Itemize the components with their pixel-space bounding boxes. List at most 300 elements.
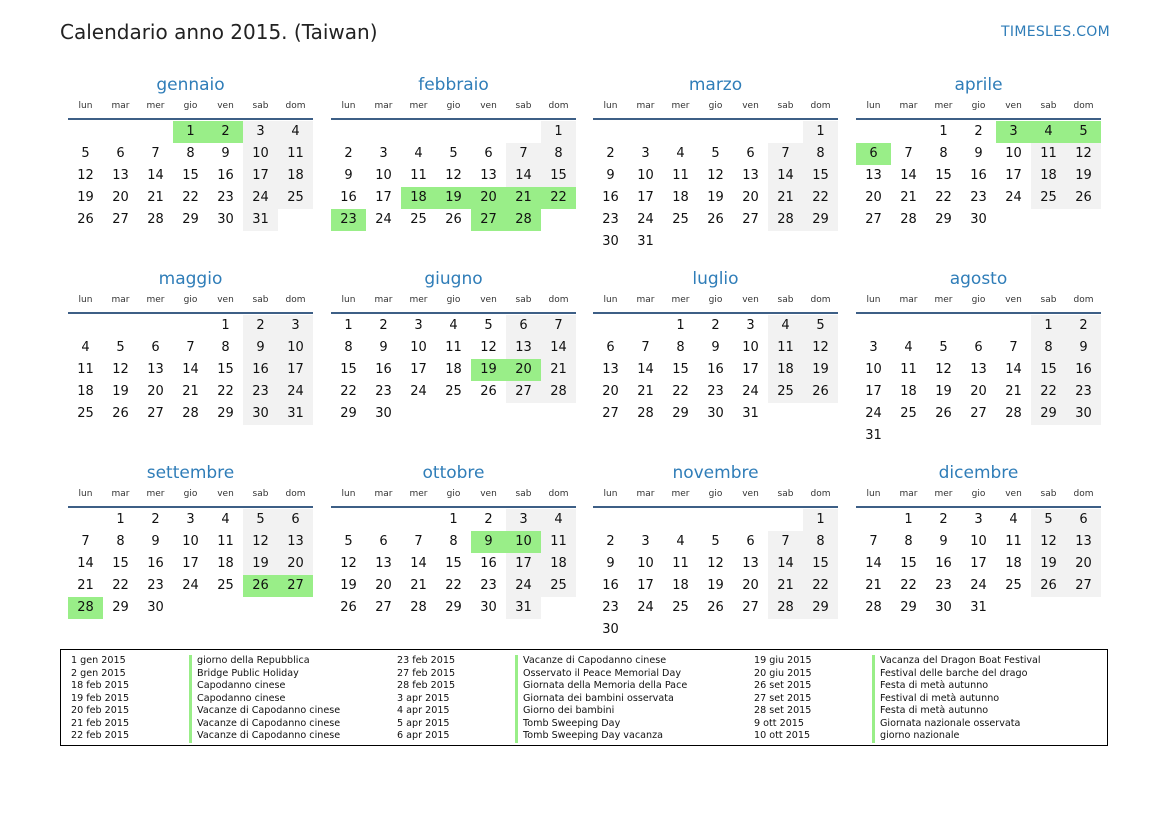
weekday-header bbox=[68, 292, 313, 314]
holiday-day-cell: 18 bbox=[401, 187, 436, 209]
day-cell: 19 bbox=[243, 553, 278, 575]
day-cell: 11 bbox=[900, 362, 917, 377]
day-cell: 25 bbox=[77, 406, 94, 421]
legend-column bbox=[754, 655, 1041, 743]
weekday-label: sab bbox=[515, 101, 532, 111]
days-grid bbox=[68, 314, 313, 425]
holiday-day-cell: 21 bbox=[506, 187, 541, 209]
legend-date: 23 feb 2015 bbox=[397, 655, 456, 666]
day-cell: 26 bbox=[445, 212, 462, 227]
day-cell: 13 bbox=[742, 168, 759, 183]
day-cell: 13 bbox=[742, 556, 759, 571]
holiday-day-cell: 23 bbox=[331, 209, 366, 231]
day-cell: 17 bbox=[637, 190, 654, 205]
legend-holiday-name: Festa di metà autunno bbox=[872, 705, 988, 718]
legend-row bbox=[397, 668, 687, 681]
legend-holiday-name: Bridge Public Holiday bbox=[189, 668, 299, 681]
legend-row bbox=[397, 693, 687, 706]
day-cell: 30 bbox=[935, 600, 952, 615]
day-cell: 8 bbox=[449, 534, 458, 549]
weekday-label: sab bbox=[515, 295, 532, 305]
day-cell: 6 bbox=[606, 340, 615, 355]
day-cell: 7 bbox=[541, 315, 576, 337]
day-cell: 11 bbox=[410, 168, 427, 183]
day-cell: 10 bbox=[278, 337, 313, 359]
day-cell: 3 bbox=[746, 318, 755, 333]
day-cell: 10 bbox=[410, 340, 427, 355]
legend-row bbox=[754, 730, 1041, 743]
empty-cell bbox=[663, 509, 698, 531]
day-cell: 13 bbox=[375, 556, 392, 571]
legend-date: 18 feb 2015 bbox=[71, 680, 130, 691]
day-cell: 9 bbox=[1066, 337, 1101, 359]
day-cell: 31 bbox=[637, 234, 654, 249]
legend-holiday-name: Vacanza del Dragon Boat Festival bbox=[872, 655, 1041, 668]
day-cell: 4 bbox=[676, 146, 685, 161]
day-cell: 6 bbox=[974, 340, 983, 355]
day-cell: 12 bbox=[803, 337, 838, 359]
day-cell: 5 bbox=[81, 146, 90, 161]
day-cell: 20 bbox=[602, 384, 619, 399]
day-cell: 6 bbox=[151, 340, 160, 355]
legend-date: 10 ott 2015 bbox=[754, 730, 811, 741]
day-cell: 30 bbox=[602, 234, 619, 249]
weekday-label: mar bbox=[636, 489, 655, 499]
empty-cell bbox=[138, 121, 173, 143]
day-cell: 3 bbox=[278, 315, 313, 337]
day-cell: 17 bbox=[410, 362, 427, 377]
day-cell: 29 bbox=[182, 212, 199, 227]
empty-cell bbox=[856, 509, 891, 531]
legend-row bbox=[754, 705, 1041, 718]
day-cell: 23 bbox=[970, 190, 987, 205]
legend-holiday-name: Festival delle barche del drago bbox=[872, 668, 1027, 681]
weekday-label: sab bbox=[252, 295, 269, 305]
legend-date: 27 set 2015 bbox=[754, 692, 812, 704]
legend-holiday-name: Giorno dei bambini bbox=[515, 705, 614, 718]
month-name: luglio bbox=[692, 269, 739, 289]
day-cell: 14 bbox=[768, 553, 803, 575]
month-name: settembre bbox=[146, 463, 235, 483]
day-cell: 1 bbox=[904, 512, 913, 527]
month-ottobre bbox=[331, 462, 576, 619]
day-cell: 24 bbox=[970, 578, 987, 593]
site-link[interactable]: TIMESLES.COM bbox=[1001, 24, 1110, 40]
holiday-day-cell: 2 bbox=[208, 121, 243, 143]
day-cell: 9 bbox=[606, 556, 615, 571]
legend-date: 5 apr 2015 bbox=[397, 717, 450, 729]
day-cell: 15 bbox=[112, 556, 129, 571]
day-cell: 2 bbox=[606, 534, 615, 549]
day-cell: 2 bbox=[1066, 315, 1101, 337]
legend-date: 6 apr 2015 bbox=[397, 730, 450, 741]
day-cell: 16 bbox=[340, 190, 357, 205]
weekday-label: mar bbox=[374, 295, 393, 305]
day-cell: 11 bbox=[768, 337, 803, 359]
day-cell: 26 bbox=[340, 600, 357, 615]
day-cell: 27 bbox=[112, 212, 129, 227]
weekday-label: ven bbox=[480, 489, 497, 499]
weekday-label: dom bbox=[810, 489, 831, 499]
day-cell: 24 bbox=[742, 384, 759, 399]
day-cell: 25 bbox=[900, 406, 917, 421]
weekday-label: mer bbox=[934, 101, 953, 111]
day-cell: 15 bbox=[935, 168, 952, 183]
month-agosto bbox=[856, 268, 1101, 447]
day-cell: 21 bbox=[541, 359, 576, 381]
day-cell: 19 bbox=[1031, 553, 1066, 575]
holiday-legend bbox=[60, 649, 1108, 746]
days-grid bbox=[331, 508, 576, 619]
day-cell: 27 bbox=[602, 406, 619, 421]
empty-cell bbox=[698, 121, 733, 143]
weekday-label: sab bbox=[1040, 489, 1057, 499]
legend-row bbox=[71, 668, 340, 681]
empty-cell bbox=[506, 121, 541, 143]
weekday-header bbox=[331, 98, 576, 120]
weekday-label: dom bbox=[548, 295, 569, 305]
legend-date: 19 feb 2015 bbox=[71, 692, 130, 704]
day-cell: 2 bbox=[711, 318, 720, 333]
day-cell: 21 bbox=[768, 575, 803, 597]
day-cell: 21 bbox=[865, 578, 882, 593]
day-cell: 25 bbox=[278, 187, 313, 209]
day-cell: 5 bbox=[1031, 509, 1066, 531]
legend-date: 2 gen 2015 bbox=[71, 667, 126, 679]
month-name: aprile bbox=[954, 75, 1003, 95]
day-cell: 27 bbox=[742, 212, 759, 227]
day-cell: 4 bbox=[676, 534, 685, 549]
weekday-label: gio bbox=[971, 295, 986, 305]
day-cell: 20 bbox=[742, 190, 759, 205]
legend-holiday-name: Tomb Sweeping Day vacanza bbox=[515, 730, 663, 743]
day-cell: 8 bbox=[803, 531, 838, 553]
day-cell: 21 bbox=[900, 190, 917, 205]
day-cell: 6 bbox=[484, 146, 493, 161]
weekday-label: mar bbox=[899, 295, 918, 305]
day-cell: 18 bbox=[672, 578, 689, 593]
day-cell: 22 bbox=[803, 575, 838, 597]
empty-cell bbox=[628, 315, 663, 337]
weekday-label: ven bbox=[480, 295, 497, 305]
day-cell: 4 bbox=[1009, 512, 1018, 527]
day-cell: 12 bbox=[243, 531, 278, 553]
day-cell: 31 bbox=[278, 403, 313, 425]
day-cell: 10 bbox=[742, 340, 759, 355]
day-cell: 29 bbox=[112, 600, 129, 615]
empty-cell bbox=[471, 121, 506, 143]
day-cell: 15 bbox=[672, 362, 689, 377]
day-cell: 15 bbox=[1031, 359, 1066, 381]
day-cell: 9 bbox=[379, 340, 388, 355]
day-cell: 12 bbox=[1066, 143, 1101, 165]
days-grid bbox=[856, 508, 1101, 619]
day-cell: 15 bbox=[541, 165, 576, 187]
weekday-label: sab bbox=[252, 101, 269, 111]
weekday-label: ven bbox=[1005, 489, 1022, 499]
legend-date: 22 feb 2015 bbox=[71, 730, 130, 741]
legend-holiday-name: Osservato il Peace Memorial Day bbox=[515, 668, 681, 681]
legend-holiday-name: Vacanze di Capodanno cinese bbox=[189, 730, 340, 743]
empty-cell bbox=[996, 315, 1031, 337]
month-name: maggio bbox=[158, 269, 223, 289]
month-gennaio bbox=[68, 74, 313, 231]
day-cell: 22 bbox=[672, 384, 689, 399]
weekday-label: dom bbox=[810, 101, 831, 111]
day-cell: 1 bbox=[803, 121, 838, 143]
day-cell: 22 bbox=[182, 190, 199, 205]
day-cell: 18 bbox=[1005, 556, 1022, 571]
weekday-label: mer bbox=[409, 489, 428, 499]
day-cell: 11 bbox=[445, 340, 462, 355]
day-cell: 11 bbox=[1005, 534, 1022, 549]
day-cell: 19 bbox=[707, 190, 724, 205]
day-cell: 14 bbox=[637, 362, 654, 377]
days-grid bbox=[331, 120, 576, 231]
day-cell: 4 bbox=[221, 512, 230, 527]
empty-cell bbox=[733, 509, 768, 531]
day-cell: 17 bbox=[637, 578, 654, 593]
day-cell: 7 bbox=[904, 146, 913, 161]
empty-cell bbox=[856, 121, 891, 143]
weekday-label: gio bbox=[971, 489, 986, 499]
holiday-day-cell: 4 bbox=[1031, 121, 1066, 143]
day-cell: 30 bbox=[243, 403, 278, 425]
weekday-label: sab bbox=[515, 489, 532, 499]
legend-column bbox=[397, 655, 687, 743]
month-settembre bbox=[68, 462, 313, 619]
day-cell: 19 bbox=[935, 384, 952, 399]
day-cell: 5 bbox=[803, 315, 838, 337]
day-cell: 9 bbox=[151, 534, 160, 549]
legend-holiday-name: Giornata della Memoria della Pace bbox=[515, 680, 687, 693]
weekday-label: lun bbox=[603, 295, 618, 305]
empty-cell bbox=[856, 315, 891, 337]
weekday-label: dom bbox=[810, 295, 831, 305]
legend-date: 1 gen 2015 bbox=[71, 655, 126, 666]
legend-holiday-name: Festival di metà autunno bbox=[872, 693, 999, 706]
day-cell: 3 bbox=[641, 146, 650, 161]
holiday-day-cell: 22 bbox=[541, 187, 576, 209]
day-cell: 7 bbox=[506, 143, 541, 165]
legend-row bbox=[397, 705, 687, 718]
weekday-label: dom bbox=[548, 489, 569, 499]
weekday-label: lun bbox=[866, 101, 881, 111]
weekday-label: sab bbox=[777, 295, 794, 305]
empty-cell bbox=[103, 315, 138, 337]
day-cell: 29 bbox=[217, 406, 234, 421]
day-cell: 16 bbox=[707, 362, 724, 377]
legend-holiday-name: Tomb Sweeping Day bbox=[515, 718, 620, 731]
empty-cell bbox=[733, 121, 768, 143]
day-cell: 19 bbox=[803, 359, 838, 381]
weekday-label: mer bbox=[671, 101, 690, 111]
month-aprile bbox=[856, 74, 1101, 231]
weekday-label: mer bbox=[146, 101, 165, 111]
empty-cell bbox=[663, 121, 698, 143]
day-cell: 26 bbox=[112, 406, 129, 421]
day-cell: 30 bbox=[147, 600, 164, 615]
day-cell: 15 bbox=[182, 168, 199, 183]
day-cell: 7 bbox=[81, 534, 90, 549]
day-cell: 3 bbox=[186, 512, 195, 527]
day-cell: 10 bbox=[182, 534, 199, 549]
weekday-label: gio bbox=[183, 295, 198, 305]
day-cell: 1 bbox=[541, 121, 576, 143]
day-cell: 17 bbox=[182, 556, 199, 571]
day-cell: 9 bbox=[974, 146, 983, 161]
holiday-day-cell: 10 bbox=[506, 531, 541, 553]
month-name: febbraio bbox=[418, 75, 489, 95]
month-name: giugno bbox=[424, 269, 483, 289]
day-cell: 2 bbox=[606, 146, 615, 161]
day-cell: 8 bbox=[541, 143, 576, 165]
day-cell: 6 bbox=[379, 534, 388, 549]
day-cell: 24 bbox=[637, 600, 654, 615]
weekday-label: ven bbox=[742, 295, 759, 305]
day-cell: 15 bbox=[445, 556, 462, 571]
legend-row bbox=[71, 680, 340, 693]
day-cell: 20 bbox=[278, 553, 313, 575]
day-cell: 14 bbox=[1005, 362, 1022, 377]
day-cell: 9 bbox=[711, 340, 720, 355]
day-cell: 25 bbox=[1031, 187, 1066, 209]
day-cell: 22 bbox=[803, 187, 838, 209]
day-cell: 14 bbox=[768, 165, 803, 187]
day-cell: 17 bbox=[278, 359, 313, 381]
legend-row bbox=[71, 655, 340, 668]
day-cell: 25 bbox=[541, 575, 576, 597]
day-cell: 16 bbox=[375, 362, 392, 377]
day-cell: 13 bbox=[506, 337, 541, 359]
weekday-label: mar bbox=[374, 101, 393, 111]
day-cell: 1 bbox=[1031, 315, 1066, 337]
day-cell: 4 bbox=[81, 340, 90, 355]
day-cell: 24 bbox=[375, 212, 392, 227]
day-cell: 2 bbox=[151, 512, 160, 527]
empty-cell bbox=[366, 509, 401, 531]
day-cell: 26 bbox=[1031, 575, 1066, 597]
weekday-label: mer bbox=[934, 295, 953, 305]
day-cell: 23 bbox=[602, 600, 619, 615]
weekday-label: dom bbox=[1073, 489, 1094, 499]
day-cell: 9 bbox=[344, 168, 353, 183]
day-cell: 1 bbox=[116, 512, 125, 527]
day-cell: 12 bbox=[935, 362, 952, 377]
day-cell: 19 bbox=[112, 384, 129, 399]
weekday-label: ven bbox=[1005, 101, 1022, 111]
legend-row bbox=[397, 680, 687, 693]
month-maggio bbox=[68, 268, 313, 425]
day-cell: 17 bbox=[243, 165, 278, 187]
weekday-label: ven bbox=[1005, 295, 1022, 305]
day-cell: 5 bbox=[449, 146, 458, 161]
day-cell: 2 bbox=[939, 512, 948, 527]
legend-date: 4 apr 2015 bbox=[397, 705, 450, 716]
day-cell: 9 bbox=[606, 168, 615, 183]
day-cell: 21 bbox=[77, 578, 94, 593]
day-cell: 23 bbox=[480, 578, 497, 593]
day-cell: 5 bbox=[484, 318, 493, 333]
day-cell: 16 bbox=[970, 168, 987, 183]
legend-row bbox=[397, 730, 687, 743]
day-cell: 19 bbox=[77, 190, 94, 205]
day-cell: 5 bbox=[344, 534, 353, 549]
weekday-label: gio bbox=[183, 489, 198, 499]
day-cell: 14 bbox=[410, 556, 427, 571]
weekday-label: lun bbox=[341, 295, 356, 305]
legend-date: 19 giu 2015 bbox=[754, 655, 812, 666]
day-cell: 28 bbox=[637, 406, 654, 421]
weekday-label: ven bbox=[742, 101, 759, 111]
day-cell: 29 bbox=[803, 597, 838, 619]
day-cell: 24 bbox=[1005, 190, 1022, 205]
weekday-header bbox=[68, 98, 313, 120]
weekday-header bbox=[593, 486, 838, 508]
legend-date: 20 feb 2015 bbox=[71, 705, 130, 716]
weekday-label: ven bbox=[217, 101, 234, 111]
legend-date: 28 set 2015 bbox=[754, 705, 812, 716]
day-cell: 24 bbox=[278, 381, 313, 403]
days-grid bbox=[331, 314, 576, 425]
weekday-header bbox=[593, 98, 838, 120]
day-cell: 10 bbox=[637, 168, 654, 183]
day-cell: 7 bbox=[641, 340, 650, 355]
day-cell: 14 bbox=[77, 556, 94, 571]
day-cell: 17 bbox=[742, 362, 759, 377]
day-cell: 15 bbox=[340, 362, 357, 377]
day-cell: 11 bbox=[541, 531, 576, 553]
weekday-header bbox=[68, 486, 313, 508]
day-cell: 24 bbox=[243, 187, 278, 209]
day-cell: 11 bbox=[1031, 143, 1066, 165]
day-cell: 8 bbox=[221, 340, 230, 355]
month-name: agosto bbox=[949, 269, 1008, 289]
day-cell: 14 bbox=[182, 362, 199, 377]
day-cell: 5 bbox=[243, 509, 278, 531]
day-cell: 4 bbox=[904, 340, 913, 355]
weekday-header bbox=[331, 486, 576, 508]
legend-row bbox=[71, 718, 340, 731]
days-grid bbox=[68, 120, 313, 231]
weekday-label: sab bbox=[777, 489, 794, 499]
month-name: marzo bbox=[688, 75, 743, 95]
days-grid bbox=[856, 314, 1101, 447]
day-cell: 25 bbox=[672, 212, 689, 227]
weekday-label: gio bbox=[708, 295, 723, 305]
weekday-label: mar bbox=[111, 101, 130, 111]
day-cell: 18 bbox=[1031, 165, 1066, 187]
days-grid bbox=[593, 508, 838, 641]
day-cell: 13 bbox=[112, 168, 129, 183]
weekday-label: mar bbox=[374, 489, 393, 499]
weekday-label: dom bbox=[548, 101, 569, 111]
day-cell: 22 bbox=[935, 190, 952, 205]
day-cell: 8 bbox=[1031, 337, 1066, 359]
day-cell: 3 bbox=[869, 340, 878, 355]
weekday-label: lun bbox=[866, 295, 881, 305]
holiday-day-cell: 6 bbox=[856, 143, 891, 165]
day-cell: 18 bbox=[445, 362, 462, 377]
legend-date: 26 set 2015 bbox=[754, 680, 812, 691]
day-cell: 16 bbox=[602, 578, 619, 593]
day-cell: 16 bbox=[217, 168, 234, 183]
legend-holiday-name: Giornata dei bambini osservata bbox=[515, 693, 674, 706]
day-cell: 13 bbox=[602, 362, 619, 377]
day-cell: 26 bbox=[1066, 187, 1101, 209]
day-cell: 31 bbox=[865, 428, 882, 443]
day-cell: 1 bbox=[676, 318, 685, 333]
